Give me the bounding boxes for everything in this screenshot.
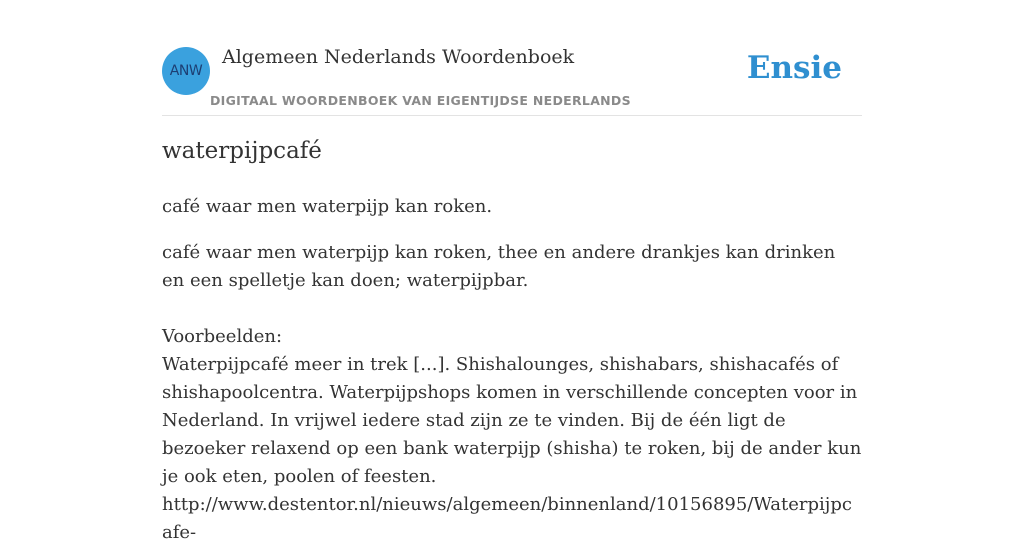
site-subtitle: DIGITAAL WOORDENBOEK VAN EIGENTIJDSE NEDERLANDS <box>210 93 631 108</box>
short-definition: café waar men waterpijp kan roken. <box>162 196 493 217</box>
source-url: http://www.destentor.nl/nieuws/algemeen/binnenland/10156895/Waterpijpcafe- <box>162 494 852 543</box>
example-text: Waterpijpcafé meer in trek [...]. Shishalounges, shishabars, shishacafés of shishapoolcentra. Waterpijpshops komen in verschillende concepten voor in Nederland. In vrijwel iedere stad zijn ze te vinden. Bij de één ligt de bezoeker relaxend op een bank waterpijp (shisha) te roken, bij de ander kun je ook eten, poolen of feesten. <box>162 354 862 487</box>
site-title[interactable]: Algemeen Nederlands Woordenboek <box>222 46 575 68</box>
ensie-brand-link[interactable]: Ensie <box>746 50 842 86</box>
entry-title: waterpijpcafé <box>162 138 322 164</box>
anw-logo[interactable]: ANW <box>162 47 210 95</box>
content-container <box>162 0 862 543</box>
examples-label: Voorbeelden: <box>162 326 283 347</box>
spacer <box>162 295 862 323</box>
long-definition: café waar men waterpijp kan roken, thee en andere drankjes kan drinken en een spelletje kan doen; waterpijpbar. <box>162 242 836 291</box>
site-header <box>162 0 862 116</box>
long-definition-block <box>162 239 862 547</box>
